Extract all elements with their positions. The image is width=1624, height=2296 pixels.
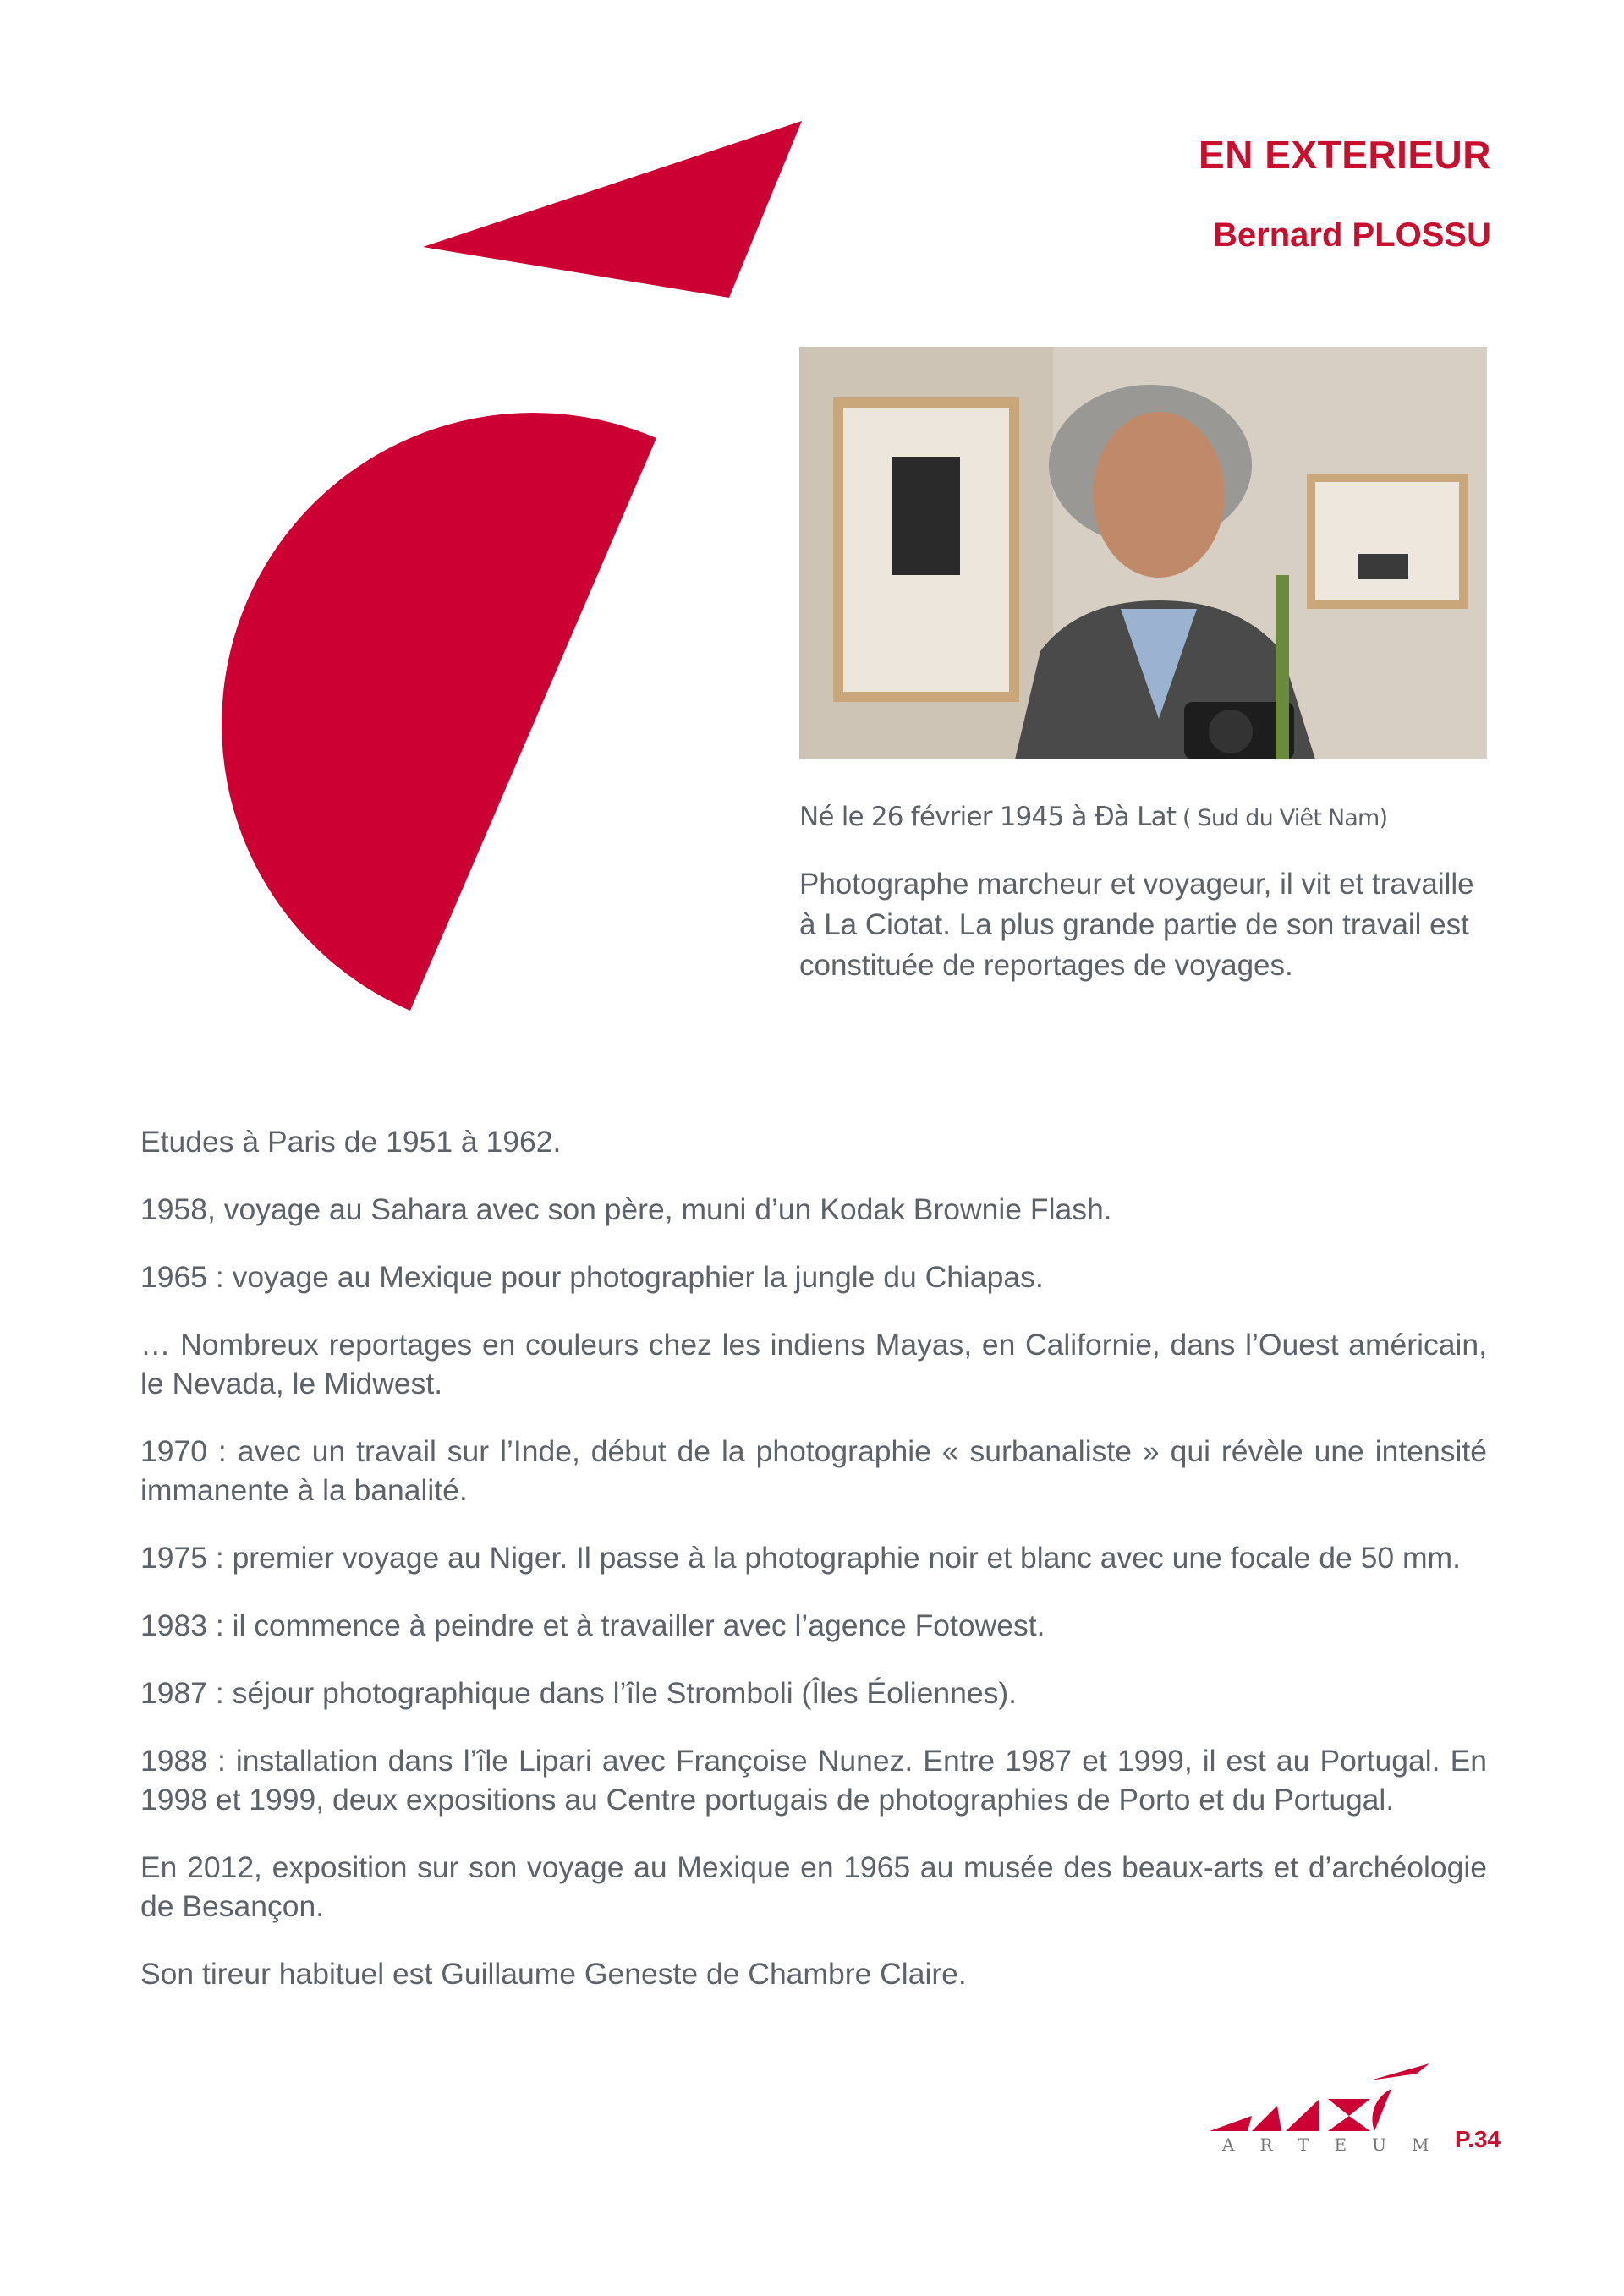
birth-caption xyxy=(799,802,1487,832)
bio-paragraph: 1970 : avec un travail sur l’Inde, début de la photographie « surbanaliste » qui révèle une intensité immanente à la banalité. xyxy=(140,1434,1487,1507)
birth-date: Né le 26 février 1945 à Đà Lat xyxy=(799,802,1177,832)
brand-name: ARTEUM xyxy=(1222,2134,1455,2155)
bio-paragraph: … Nombreux reportages en couleurs chez les indiens Mayas, en Californie, dans l’Ouest américain, le Nevada, le Midwest. xyxy=(140,1328,1487,1400)
artist-portrait xyxy=(799,347,1487,759)
artist-name: Bernard PLOSSU xyxy=(1213,216,1491,254)
bio-paragraph: 1987 : séjour photographique dans l’île Stromboli (Îles Éoliennes). xyxy=(140,1676,1018,1710)
bio-paragraph: 1983 : il commence à peindre et à travailler avec l’agence Fotowest. xyxy=(140,1608,1045,1642)
bio-paragraph: 1988 : installation dans l’île Lipari avec Françoise Nunez. Entre 1987 et 1999, il est au Portugal. En 1998 et 1999, deux expositions au Centre portugais de photographies de Porto et du Portugal. xyxy=(140,1744,1487,1817)
bio-paragraph: Etudes à Paris de 1951 à 1962. xyxy=(140,1125,562,1159)
bio-paragraph: En 2012, exposition sur son voyage au Mexique en 1965 au musée des beaux-arts et d’archéologie de Besançon. xyxy=(140,1850,1487,1923)
bio-paragraph: 1958, voyage au Sahara avec son père, muni d’un Kodak Brownie Flash. xyxy=(140,1192,1112,1226)
birth-place-note: ( Sud du Viêt Nam) xyxy=(1176,805,1388,831)
bio-paragraph: 1965 : voyage au Mexique pour photographier la jungle du Chiapas. xyxy=(140,1260,1044,1294)
biography-list xyxy=(140,1122,1487,2022)
bio-paragraph: Son tireur habituel est Guillaume Geneste de Chambre Claire. xyxy=(140,1957,967,1991)
logo-wedge-top xyxy=(423,121,802,298)
section-title: EN EXTERIEUR xyxy=(1199,133,1491,177)
logo-half-circle xyxy=(222,413,656,1011)
bio-paragraph: 1975 : premier voyage au Niger. Il passe à la photographie noir et blanc avec une focale de 50 mm. xyxy=(140,1541,1461,1575)
arteum-footer-logo xyxy=(1201,2063,1446,2173)
artist-intro: Photographe marcheur et voyageur, il vit et travaille à La Ciotat. La plus grande partie de son travail est constituée de reportages de voyages. xyxy=(799,868,1474,982)
page-number: P.34 xyxy=(1455,2126,1501,2152)
